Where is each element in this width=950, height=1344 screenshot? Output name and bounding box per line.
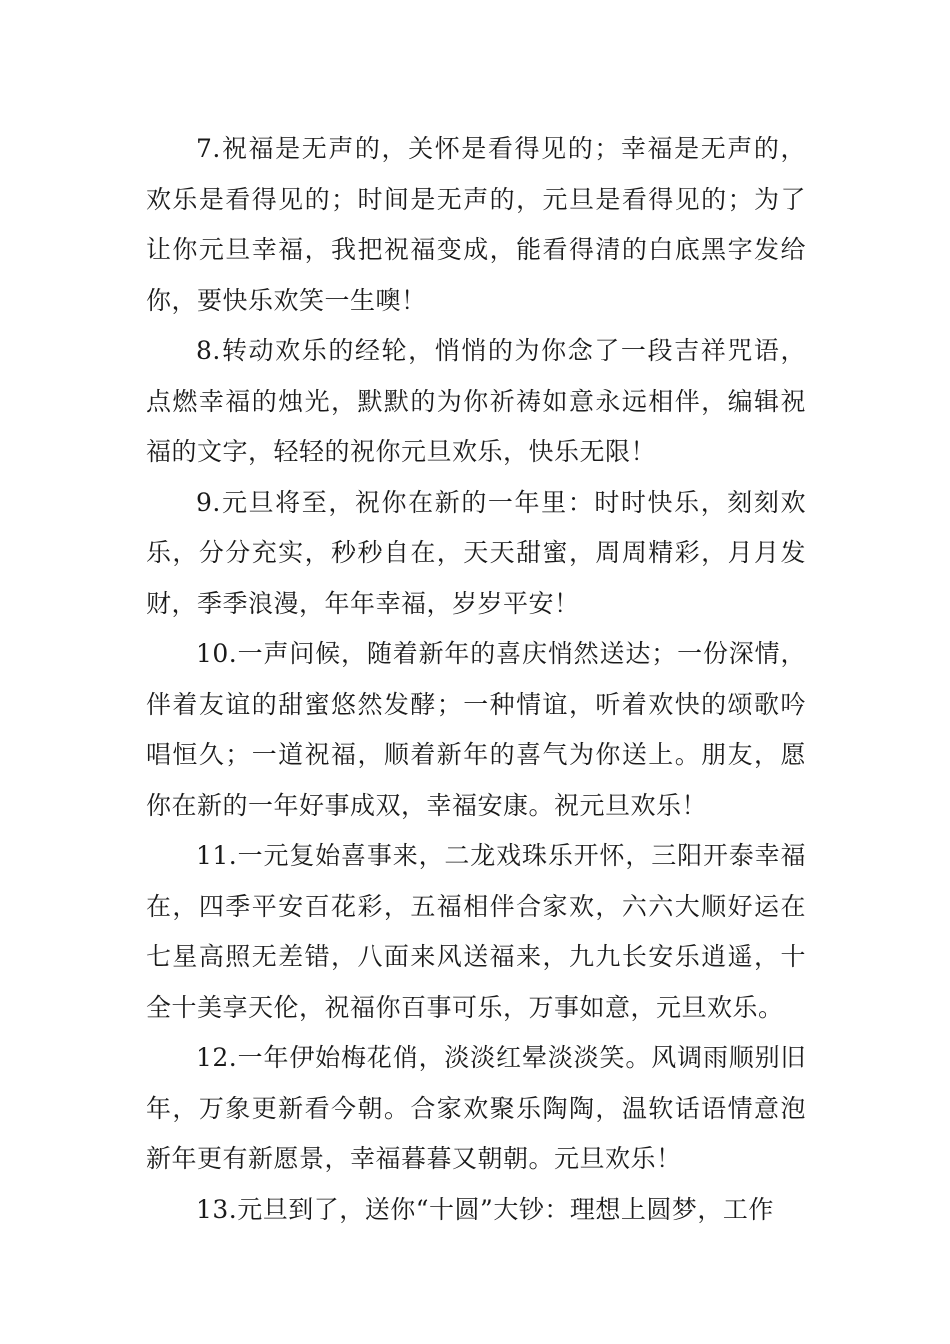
paragraph-11: 11.一元复始喜事来，二龙戏珠乐开怀，三阳开泰幸福在，四季平安百花彩，五福相伴合家欢，六六大顺好运在七星高照无差错，八面来风送福来，九九长安乐逍遥，十全十美享天伦，祝福你百事可乐，万事如意，元旦欢乐。 xyxy=(146,841,806,1022)
paragraph-9: 9.元旦将至，祝你在新的一年里：时时快乐，刻刻欢乐，分分充实，秒秒自在，天天甜蜜，周周精彩，月月发财，季季浪漫，年年幸福，岁岁平安！ xyxy=(146,487,806,618)
paragraph-7: 7.祝福是无声的，关怀是看得见的；幸福是无声的，欢乐是看得见的；时间是无声的，元旦是看得见的；为了让你元旦幸福，我把祝福变成，能看得清的白底黑字发给你，要快乐欢笑一生噢！ xyxy=(146,134,806,315)
paragraph-13: 13.元旦到了，送你“十圆”大钞：理想上圆梦，工作 xyxy=(196,1194,774,1224)
document-body xyxy=(146,124,806,1235)
paragraph-8: 8.转动欢乐的经轮，悄悄的为你念了一段吉祥咒语，点燃幸福的烛光，默默的为你祈祷如意永远相伴，编辑祝福的文字，轻轻的祝你元旦欢乐，快乐无限！ xyxy=(146,336,806,466)
paragraph-10: 10.一声问候，随着新年的喜庆悄然送达；一份深情，伴着友谊的甜蜜悠然发酵；一种情谊，听着欢快的颂歌吟唱恒久；一道祝福，顺着新年的喜气为你送上。朋友，愿你在新的一年好事成双，幸福安康。祝元旦欢乐！ xyxy=(146,639,806,820)
paragraph-12: 12.一年伊始梅花俏，淡淡红晕淡淡笑。风调雨顺别旧年，万象更新看今朝。合家欢聚乐陶陶，温软话语情意泡新年更有新愿景，幸福暮暮又朝朝。元旦欢乐！ xyxy=(146,1043,806,1173)
